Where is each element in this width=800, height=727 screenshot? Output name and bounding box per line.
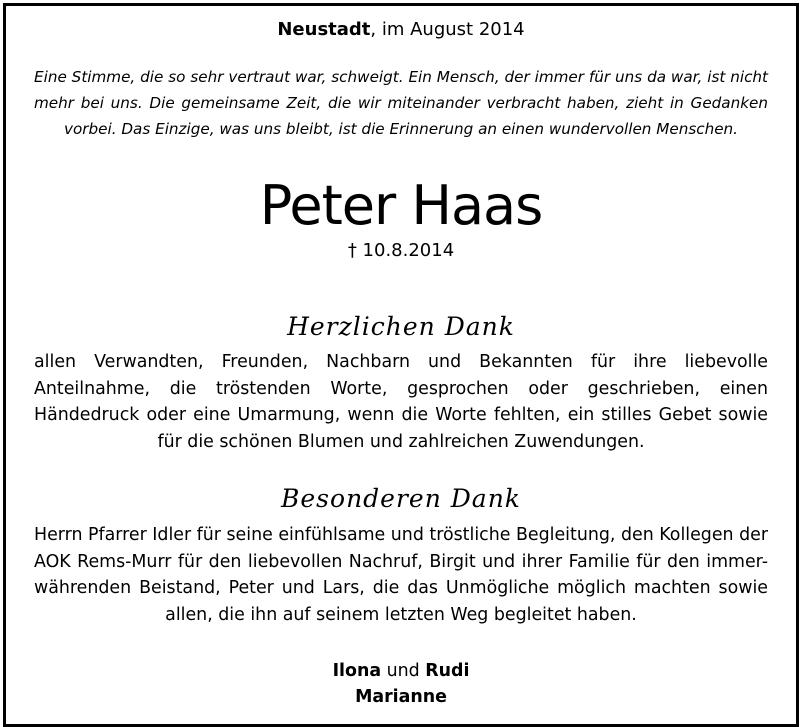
- thanks-special-text: Herrn Pfarrer Idler für seine einfühlsame und tröstliche Begleitung, den Kollegen der AOK Rems-Murr für den liebevollen Nachruf, Birgit und ihrer Familie für den immer-währenden Beistand, Peter und Lars, die das Unmögliche möglich machten sowie allen, die ihn auf seinem letzten Weg begleitet haben.: [34, 525, 768, 625]
- thanks-general-text: allen Verwandten, Freunden, Nachbarn und Bekannten für ihre liebevolle Anteilnahme, die tröstenden Worte, gesprochen oder geschrieben, einen Händedruck oder eine Umarmung, wenn die Worte fehlten, ein stilles Gebet sowie für die schönen Blumen und zahlreichen Zuwendungen.: [34, 352, 768, 452]
- signer-rudi: Rudi: [425, 661, 470, 681]
- date-text: , im August 2014: [370, 19, 525, 40]
- signer-marianne: Marianne: [355, 687, 447, 707]
- signer-ilona: Ilona: [332, 661, 382, 681]
- memorial-quote: Eine Stimme, die so sehr vertraut war, schweigt. Ein Mensch, der immer für uns da war, ist nicht mehr bei uns. Die gemeinsame Zeit, die wir miteinander verbracht haben, zieht in Gedanken vorbei. Das Einzige, was uns bleibt, ist die Erinnerung an einen wundervollen Menschen.: [34, 68, 768, 138]
- signature-line-1: [6, 658, 796, 684]
- heading-besonderen-dank: Besonderen Dank: [281, 484, 521, 513]
- heading-herzlichen-dank: Herzlichen Dank: [287, 312, 515, 341]
- deceased-name: Peter Haas: [259, 174, 543, 237]
- notice-frame: [3, 3, 799, 727]
- place-date-line: [6, 19, 796, 40]
- signature-connector: und: [381, 661, 426, 681]
- death-date: † 10.8.2014: [347, 240, 455, 261]
- place-name: Neustadt: [277, 19, 371, 40]
- notice-content: [6, 6, 796, 724]
